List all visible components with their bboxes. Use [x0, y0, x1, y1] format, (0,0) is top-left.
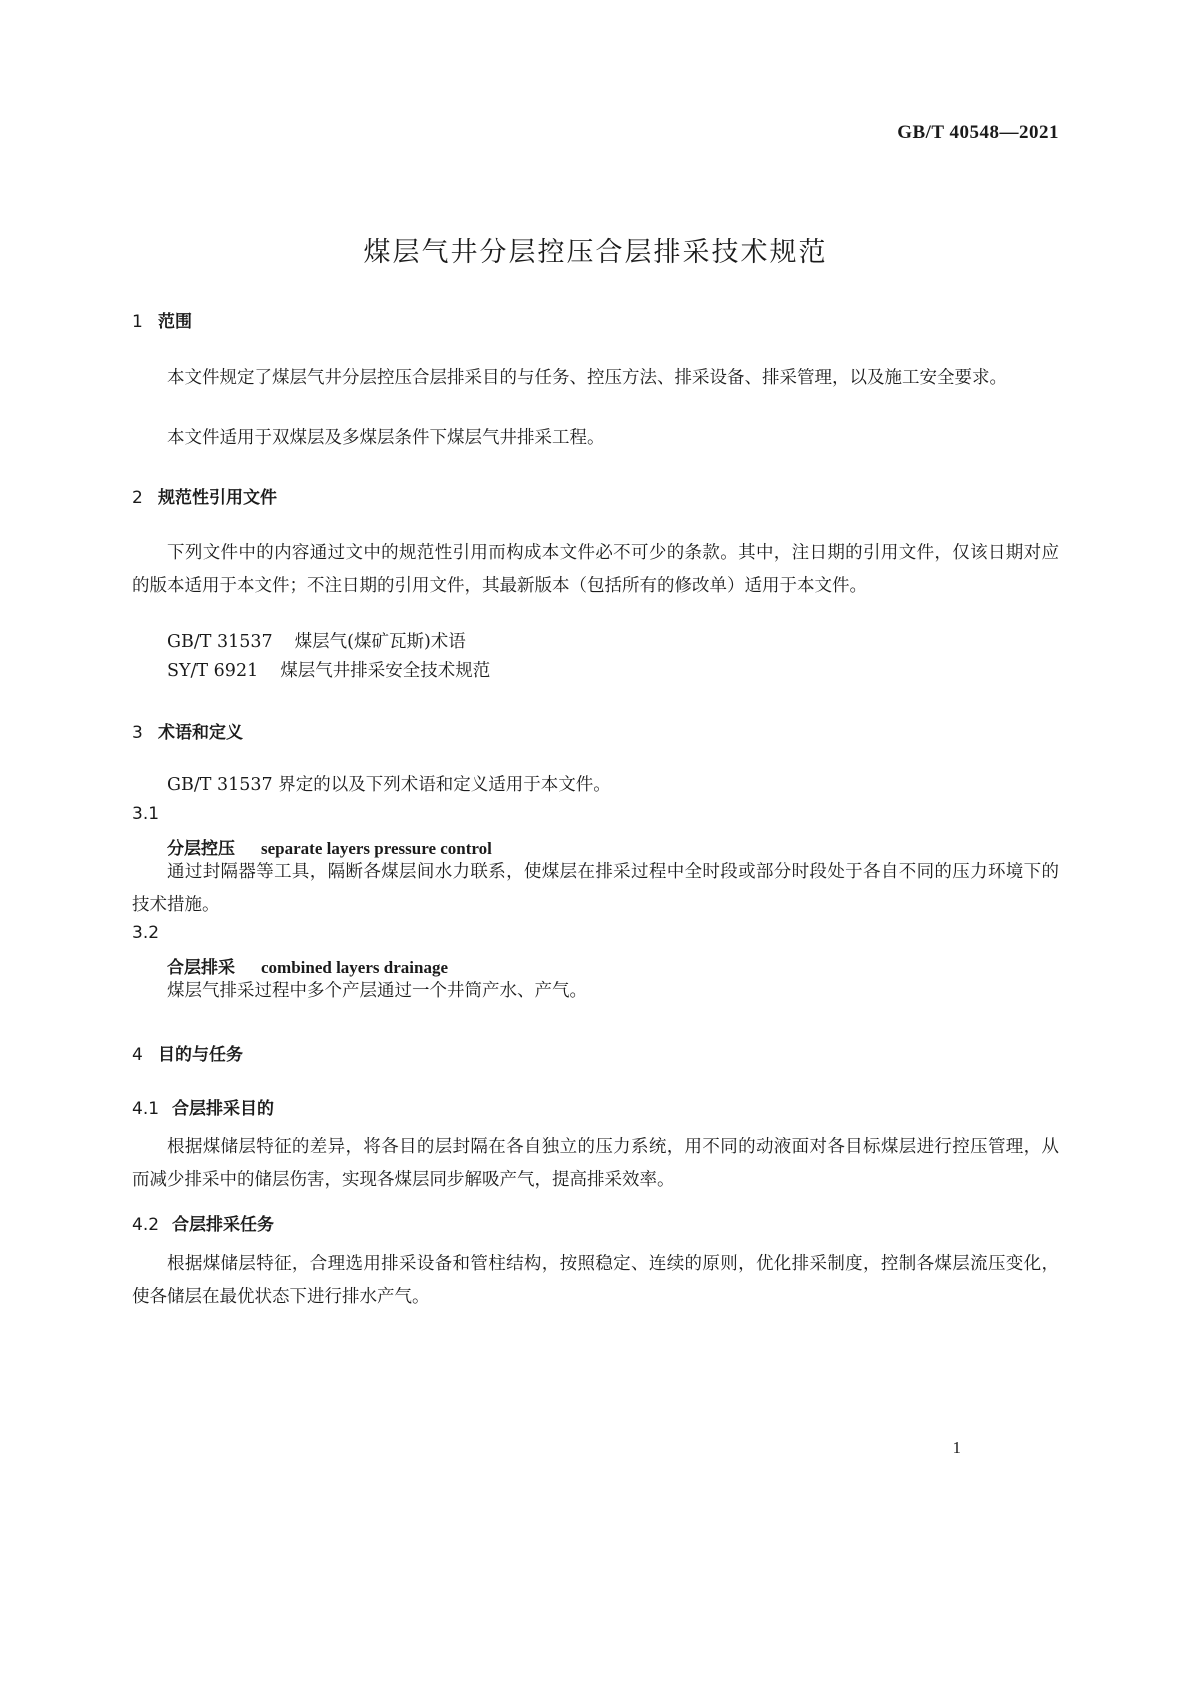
section-number: 2: [132, 488, 143, 508]
subsection-4-2-heading: [132, 1210, 274, 1235]
section-number: 4: [132, 1045, 143, 1065]
section-title: 目的与任务: [158, 1045, 243, 1065]
section-number: 1: [132, 312, 143, 332]
section-title: 规范性引用文件: [158, 488, 277, 508]
section-2-heading: [132, 483, 277, 508]
section-4-heading: [132, 1040, 243, 1065]
page-number: 1: [952, 1438, 961, 1457]
term-chinese: 合层排采: [167, 958, 235, 978]
section-1-paragraph-2: 本文件适用于双煤层及多煤层条件下煤层气井排采工程。: [167, 428, 605, 448]
reference-title: 煤层气(煤矿瓦斯)术语: [294, 632, 466, 652]
section-1-paragraph-1: 本文件规定了煤层气井分层控压合层排采目的与任务、控压方法、排采设备、排采管理，以及施工安全要求。: [167, 368, 1007, 388]
section-1-heading: [132, 307, 192, 332]
standard-number: GB/T 40548—2021: [897, 122, 1059, 143]
term-english: separate layers pressure control: [261, 839, 492, 858]
term-chinese: 分层控压: [167, 839, 235, 859]
subsection-4-1-heading: [132, 1094, 274, 1119]
normative-reference-1: [167, 628, 466, 653]
subsection-number: 4.1: [132, 1099, 160, 1119]
section-2-paragraph-1: 下列文件中的内容通过文中的规范性引用而构成本文件必不可少的条款。其中，注日期的引用文件，仅该日期对应的版本适用于本文件；不注日期的引用文件，其最新版本（包括所有的修改单）适用于本文件。: [132, 543, 1059, 596]
reference-title: 煤层气井排采安全技术规范: [280, 661, 491, 681]
section-title: 术语和定义: [158, 723, 243, 743]
subsection-4-1-paragraph: 根据煤储层特征的差异，将各目的层封隔在各自独立的压力系统，用不同的动液面对各目标煤层进行控压管理，从而减少排采中的储层伤害，实现各煤层同步解吸产气，提高排采效率。: [132, 1137, 1059, 1190]
subsection-title: 合层排采目的: [172, 1099, 274, 1119]
reference-code: GB/T 31537: [167, 632, 273, 652]
subsection-number: 4.2: [132, 1215, 160, 1235]
section-title: 范围: [158, 312, 192, 332]
subsection-4-2-paragraph: 根据煤储层特征，合理选用排采设备和管柱结构，按照稳定、连续的原则，优化排采制度，控制各煤层流压变化，使各储层在最优状态下进行排水产气。: [132, 1254, 1059, 1307]
term-definition: 煤层气排采过程中多个产层通过一个井筒产水、产气。: [167, 981, 587, 1001]
reference-code: SY/T 6921: [167, 661, 259, 681]
term-definition: 通过封隔器等工具，隔断各煤层间水力联系，使煤层在排采过程中全时段或部分时段处于各自不同的压力环境下的技术措施。: [132, 862, 1059, 915]
term-number: 3.2: [132, 923, 160, 943]
section-number: 3: [132, 723, 143, 743]
section-3-paragraph-1: GB/T 31537 界定的以及下列术语和定义适用于本文件。: [167, 775, 611, 795]
normative-reference-2: [167, 657, 490, 682]
term-number: 3.1: [132, 804, 160, 824]
section-3-heading: [132, 718, 243, 743]
subsection-title: 合层排采任务: [172, 1215, 274, 1235]
term-english: combined layers drainage: [261, 958, 448, 977]
document-title: 煤层气井分层控压合层排采技术规范: [363, 237, 828, 268]
